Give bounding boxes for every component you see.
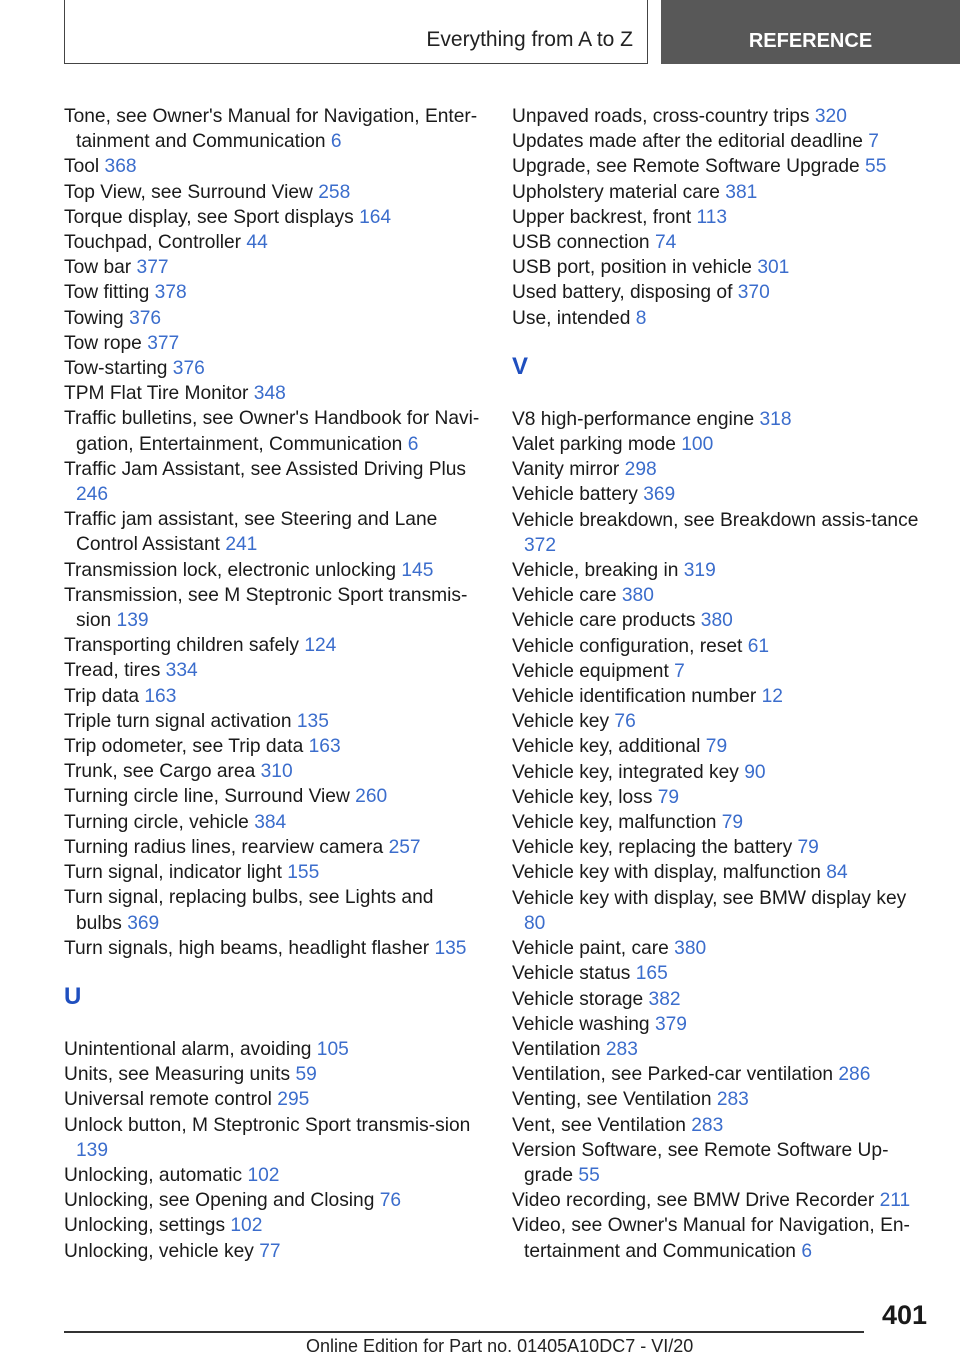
page-link[interactable]: 377: [147, 332, 180, 354]
page-link[interactable]: 295: [277, 1089, 310, 1111]
header-box: [64, 0, 648, 64]
page-link[interactable]: 258: [318, 181, 351, 203]
page-link[interactable]: 80: [524, 912, 546, 934]
index-entry-text: Unlocking, see Opening and Closing: [64, 1190, 375, 1212]
index-entry: [64, 356, 484, 381]
index-entry: [64, 658, 484, 683]
index-entry: [512, 407, 932, 432]
page-link[interactable]: 381: [725, 181, 758, 203]
page-link[interactable]: 372: [524, 534, 557, 556]
index-column-left: [64, 104, 484, 1264]
index-entry-text: Unpaved roads, cross-country trips: [512, 106, 810, 127]
index-column-right: [512, 104, 932, 1264]
page-link[interactable]: 334: [165, 660, 198, 682]
index-entry: [512, 709, 932, 734]
index-entry: [512, 1113, 932, 1138]
index-entry-text: Vehicle washing: [512, 1013, 650, 1035]
index-entry: [64, 684, 484, 709]
index-entry: [64, 835, 484, 860]
index-entry-text: Unintentional alarm, avoiding: [64, 1038, 312, 1060]
index-entry-text: Video, see Owner's Manual for Navigation, En-tertainment and Communication: [512, 1215, 910, 1262]
index-entry: [512, 180, 932, 205]
index-entry: [512, 835, 932, 860]
index-entry-text: Venting, see Ventilation: [512, 1089, 712, 1111]
index-entry: [512, 205, 932, 230]
page-link[interactable]: 6: [330, 131, 342, 153]
index-entry: [64, 936, 484, 961]
index-entry-text: Traffic bulletins, see Owner's Handbook for Navi-gation, Entertainment, Communication: [64, 408, 480, 455]
index-entry: [512, 860, 932, 885]
index-entry-text: Touchpad, Controller: [64, 232, 242, 254]
page-link[interactable]: 380: [674, 938, 707, 960]
page-link[interactable]: 8: [635, 307, 647, 329]
index-entry-text: Vehicle key with display, malfunction: [512, 862, 821, 884]
index-entry-text: Vehicle key: [512, 711, 610, 733]
index-entry: [512, 154, 932, 179]
index-entry: [64, 810, 484, 835]
page-link[interactable]: 74: [654, 232, 677, 254]
index-entry-text: Used battery, disposing of: [512, 282, 733, 304]
page-link[interactable]: 79: [797, 837, 819, 859]
page-link[interactable]: 55: [865, 156, 887, 178]
index-entry-text: Updates made after the editorial deadline: [512, 131, 863, 153]
index-entry: [64, 633, 484, 658]
index-entry-text: Vehicle equipment: [512, 660, 669, 682]
index-entry-text: Traffic jam assistant, see Steering and Lane Control Assistant: [64, 509, 438, 556]
page-link[interactable]: 241: [225, 534, 258, 556]
page-link[interactable]: 55: [578, 1164, 600, 1186]
page-link[interactable]: 163: [308, 736, 341, 758]
index-entry-text: Top View, see Surround View: [64, 181, 313, 203]
index-entry: [64, 1062, 484, 1087]
index-entry-text: Upgrade, see Remote Software Upgrade: [512, 156, 860, 178]
index-entry: [512, 1138, 932, 1188]
index-entry-text: Unlocking, automatic: [64, 1164, 243, 1186]
page-link[interactable]: 380: [700, 610, 733, 632]
reference-tab[interactable]: REFERENCE: [661, 0, 960, 64]
page-link[interactable]: 382: [648, 988, 681, 1010]
page-link[interactable]: 384: [254, 811, 287, 833]
index-entry-text: Turn signal, replacing bulbs, see Lights and bulbs: [64, 887, 434, 934]
index-entry-text: Transporting children safely: [64, 635, 299, 657]
index-entry: [512, 810, 932, 835]
index-entry: [64, 734, 484, 759]
page-link[interactable]: 6: [801, 1240, 812, 1262]
page-link[interactable]: 283: [716, 1089, 749, 1111]
index-entry-text: Tone, see Owner's Manual for Navigation, Enter-tainment and Communication: [64, 106, 478, 153]
page-link[interactable]: 145: [401, 559, 434, 581]
index-entry-text: V8 high-performance engine: [512, 408, 755, 430]
index-entry: [64, 306, 484, 331]
index-entry-text: Towing: [64, 307, 124, 329]
index-entry: [512, 1062, 932, 1087]
page-link[interactable]: 7: [868, 131, 879, 153]
index-entry: [64, 255, 484, 280]
index-entry-text: Unlocking, settings: [64, 1215, 226, 1237]
index-entry: [64, 1037, 484, 1062]
page-link[interactable]: 79: [657, 786, 680, 808]
page-link[interactable]: 102: [247, 1164, 280, 1186]
page-link[interactable]: 310: [260, 761, 293, 783]
page-link[interactable]: 376: [172, 358, 205, 380]
index-entry: [512, 1188, 932, 1213]
index-entry: [512, 760, 932, 785]
index-entry-text: Vehicle paint, care: [512, 938, 669, 960]
index-entry: [512, 785, 932, 810]
page-link[interactable]: 124: [304, 635, 337, 657]
index-entry: [64, 1087, 484, 1112]
index-entry: [64, 1239, 484, 1264]
index-entry-text: Vehicle key, replacing the battery: [512, 837, 793, 859]
index-entry-text: Transmission, see M Steptronic Sport transmis-sion: [64, 584, 468, 632]
index-entry-text: Vehicle key, additional: [512, 736, 701, 758]
page-link[interactable]: 377: [136, 257, 169, 279]
index-entry-text: Unlocking, vehicle key: [64, 1240, 254, 1262]
index-entry: [64, 331, 484, 356]
page-link[interactable]: 44: [246, 232, 268, 254]
index-entry-text: Vehicle breakdown, see Breakdown assis-tance: [512, 509, 919, 531]
index-entry: [512, 457, 932, 482]
index-entry-text: Vehicle battery: [512, 484, 638, 506]
index-entry-text: TPM Flat Tire Monitor: [64, 383, 249, 405]
page-link[interactable]: 6: [407, 433, 419, 455]
index-entry-text: Vehicle key with display, see BMW display key: [512, 887, 907, 909]
page-link[interactable]: 320: [814, 106, 847, 127]
page-number: 401: [881, 1300, 927, 1330]
index-entry: [512, 230, 932, 255]
index-entry: [512, 508, 932, 558]
page-link[interactable]: 61: [747, 635, 770, 657]
index-letter-heading: U: [64, 982, 82, 1010]
index-entry: [64, 558, 484, 583]
page-link[interactable]: 301: [757, 257, 790, 279]
index-entry: [512, 936, 932, 961]
index-entry-text: Trunk, see Cargo area: [64, 761, 256, 783]
index-entry: [512, 306, 932, 331]
index-entry: [64, 1213, 484, 1238]
index-entry: [64, 457, 484, 507]
index-entry: [512, 1213, 932, 1263]
index-entry: [512, 482, 932, 507]
index-entry-text: Vehicle key, loss: [512, 786, 653, 808]
index-entry-text: Turning radius lines, rearview camera: [64, 836, 384, 858]
page-link[interactable]: 370: [737, 282, 770, 304]
index-entry-text: Vehicle key, malfunction: [512, 812, 717, 834]
index-entry-text: USB port, position in vehicle: [512, 257, 752, 279]
index-entry: [64, 1113, 484, 1163]
index-entry-text: Vanity mirror: [512, 459, 620, 481]
page-link[interactable]: 135: [296, 710, 329, 732]
page-link[interactable]: 283: [605, 1038, 638, 1060]
page-link[interactable]: 113: [696, 206, 728, 228]
page-link[interactable]: 102: [230, 1215, 263, 1237]
page-link[interactable]: 379: [654, 1013, 687, 1035]
page-link[interactable]: 155: [287, 862, 320, 884]
page-link[interactable]: 79: [721, 812, 744, 834]
index-entry-text: Upholstery material care: [512, 181, 720, 203]
index-entry: [512, 659, 932, 684]
page-link[interactable]: 84: [826, 862, 848, 884]
index-entry-text: Tow-starting: [64, 358, 168, 380]
index-entry-text: Vehicle configuration, reset: [512, 635, 743, 657]
page-link[interactable]: 257: [388, 836, 421, 858]
index-entry: [64, 1163, 484, 1188]
page-link[interactable]: 77: [259, 1240, 281, 1262]
index-entry: [64, 1188, 484, 1213]
page-link[interactable]: 12: [761, 686, 783, 708]
index-entry: [512, 104, 932, 129]
index-entry: [512, 886, 932, 936]
index-entry-text: Vehicle key, integrated key: [512, 761, 739, 783]
page-link[interactable]: 7: [674, 660, 685, 682]
index-entry-text: Torque display, see Sport displays: [64, 206, 354, 228]
index-entry: [64, 280, 484, 305]
index-entry-text: Turning circle, vehicle: [64, 811, 249, 833]
index-entry: [512, 1037, 932, 1062]
index-entry: [64, 885, 484, 935]
index-entry-text: Video recording, see BMW Drive Recorder: [512, 1190, 875, 1212]
footer-divider: [64, 1331, 864, 1333]
page-link[interactable]: 139: [116, 610, 149, 632]
page-link[interactable]: 164: [359, 206, 392, 228]
index-entry: [512, 1087, 932, 1112]
index-entry: [64, 381, 484, 406]
index-entry: [512, 684, 932, 709]
index-entry-text: Turning circle line, Surround View: [64, 786, 350, 808]
index-entry: [64, 180, 484, 205]
page-link[interactable]: 368: [104, 156, 137, 178]
index-entry-text: Vent, see Ventilation: [512, 1114, 686, 1136]
page-link[interactable]: 211: [879, 1190, 911, 1212]
page-link[interactable]: 378: [154, 282, 187, 304]
index-entry-text: Tow rope: [64, 332, 142, 354]
index-entry-text: Vehicle storage: [512, 988, 644, 1010]
page-link[interactable]: 105: [316, 1038, 349, 1060]
page-link[interactable]: 380: [621, 585, 654, 607]
index-entry: [64, 205, 484, 230]
index-entry: [512, 432, 932, 457]
index-entry-text: Transmission lock, electronic unlocking: [64, 559, 397, 581]
page-link[interactable]: 59: [295, 1064, 317, 1086]
page-link[interactable]: 100: [681, 434, 714, 456]
page-link[interactable]: 348: [253, 383, 286, 405]
page-link[interactable]: 283: [691, 1114, 724, 1136]
index-entry: [512, 558, 932, 583]
index-entry-text: Ventilation, see Parked-car ventilation: [512, 1064, 834, 1086]
index-entry-text: Universal remote control: [64, 1089, 272, 1111]
page-link[interactable]: 79: [705, 736, 728, 758]
index-entry-text: Trip odometer, see Trip data: [64, 736, 304, 758]
index-entry-text: Upper backrest, front: [512, 206, 692, 228]
index-entry-text: Turn signal, indicator light: [64, 862, 282, 884]
index-entry-text: Tow bar: [64, 257, 132, 279]
index-entry-text: Triple turn signal activation: [64, 710, 292, 732]
index-entry-text: Unlock button, M Steptronic Sport transmis-sion: [64, 1114, 471, 1136]
page-link[interactable]: 90: [744, 761, 766, 783]
index-entry: [64, 104, 484, 154]
index-entry: [512, 608, 932, 633]
page-link[interactable]: 76: [379, 1190, 402, 1212]
index-entry: [64, 507, 484, 557]
page-link[interactable]: 286: [838, 1064, 871, 1086]
index-entry-text: Tread, tires: [64, 660, 161, 682]
index-entry-text: Vehicle status: [512, 963, 631, 985]
index-entry: [64, 583, 484, 633]
page-link[interactable]: 298: [624, 459, 657, 481]
index-entry-text: Version Software, see Remote Software Up-grade: [512, 1139, 889, 1186]
index-entry-text: Trip data: [64, 685, 140, 707]
page-link[interactable]: 165: [635, 963, 668, 985]
index-entry: [64, 759, 484, 784]
page-link[interactable]: 135: [434, 937, 467, 959]
index-entry-text: Use, intended: [512, 307, 631, 329]
page-link[interactable]: 76: [614, 711, 636, 733]
page-link[interactable]: 369: [643, 484, 676, 506]
page-link[interactable]: 318: [759, 408, 792, 430]
index-entry-text: Vehicle, breaking in: [512, 560, 679, 582]
index-entry: [512, 280, 932, 305]
page-link[interactable]: 260: [355, 786, 388, 808]
section-title: Everything from A to Z: [426, 28, 633, 51]
page-link[interactable]: 376: [129, 307, 162, 329]
index-entry-text: Vehicle identification number: [512, 686, 757, 708]
page-link[interactable]: 163: [144, 685, 177, 707]
page-link[interactable]: 246: [76, 484, 109, 506]
index-entry: [64, 784, 484, 809]
index-entry: [512, 961, 932, 986]
index-entry: [64, 230, 484, 255]
index-entry: [512, 1012, 932, 1037]
index-entry: [512, 583, 932, 608]
page-link[interactable]: 319: [683, 560, 716, 582]
page-link[interactable]: 139: [76, 1139, 109, 1161]
index-entry: [64, 154, 484, 179]
index-entry: [64, 406, 484, 456]
index-entry-text: Valet parking mode: [512, 434, 676, 456]
index-entry-text: Tow fitting: [64, 282, 150, 304]
index-entry-text: Vehicle care: [512, 585, 617, 607]
index-entry-text: Units, see Measuring units: [64, 1064, 291, 1086]
index-entry-text: Ventilation: [512, 1038, 601, 1060]
edition-note: Online Edition for Part no. 01405A10DC7 - VI/20: [306, 1336, 694, 1356]
index-entry: [512, 734, 932, 759]
index-entry: [64, 709, 484, 734]
index-entry-text: Turn signals, high beams, headlight flasher: [64, 937, 430, 959]
index-entry-text: Traffic Jam Assistant, see Assisted Driving Plus: [64, 458, 467, 480]
index-entry: [64, 860, 484, 885]
index-entry: [512, 129, 932, 154]
index-entry: [512, 255, 932, 280]
index-entry-text: Vehicle care products: [512, 610, 696, 632]
index-entry: [512, 634, 932, 659]
index-letter-heading: V: [512, 352, 529, 380]
index-entry: [512, 987, 932, 1012]
index-entry-text: Tool: [64, 156, 100, 178]
page-link[interactable]: 369: [127, 912, 160, 934]
index-entry-text: USB connection: [512, 232, 650, 254]
